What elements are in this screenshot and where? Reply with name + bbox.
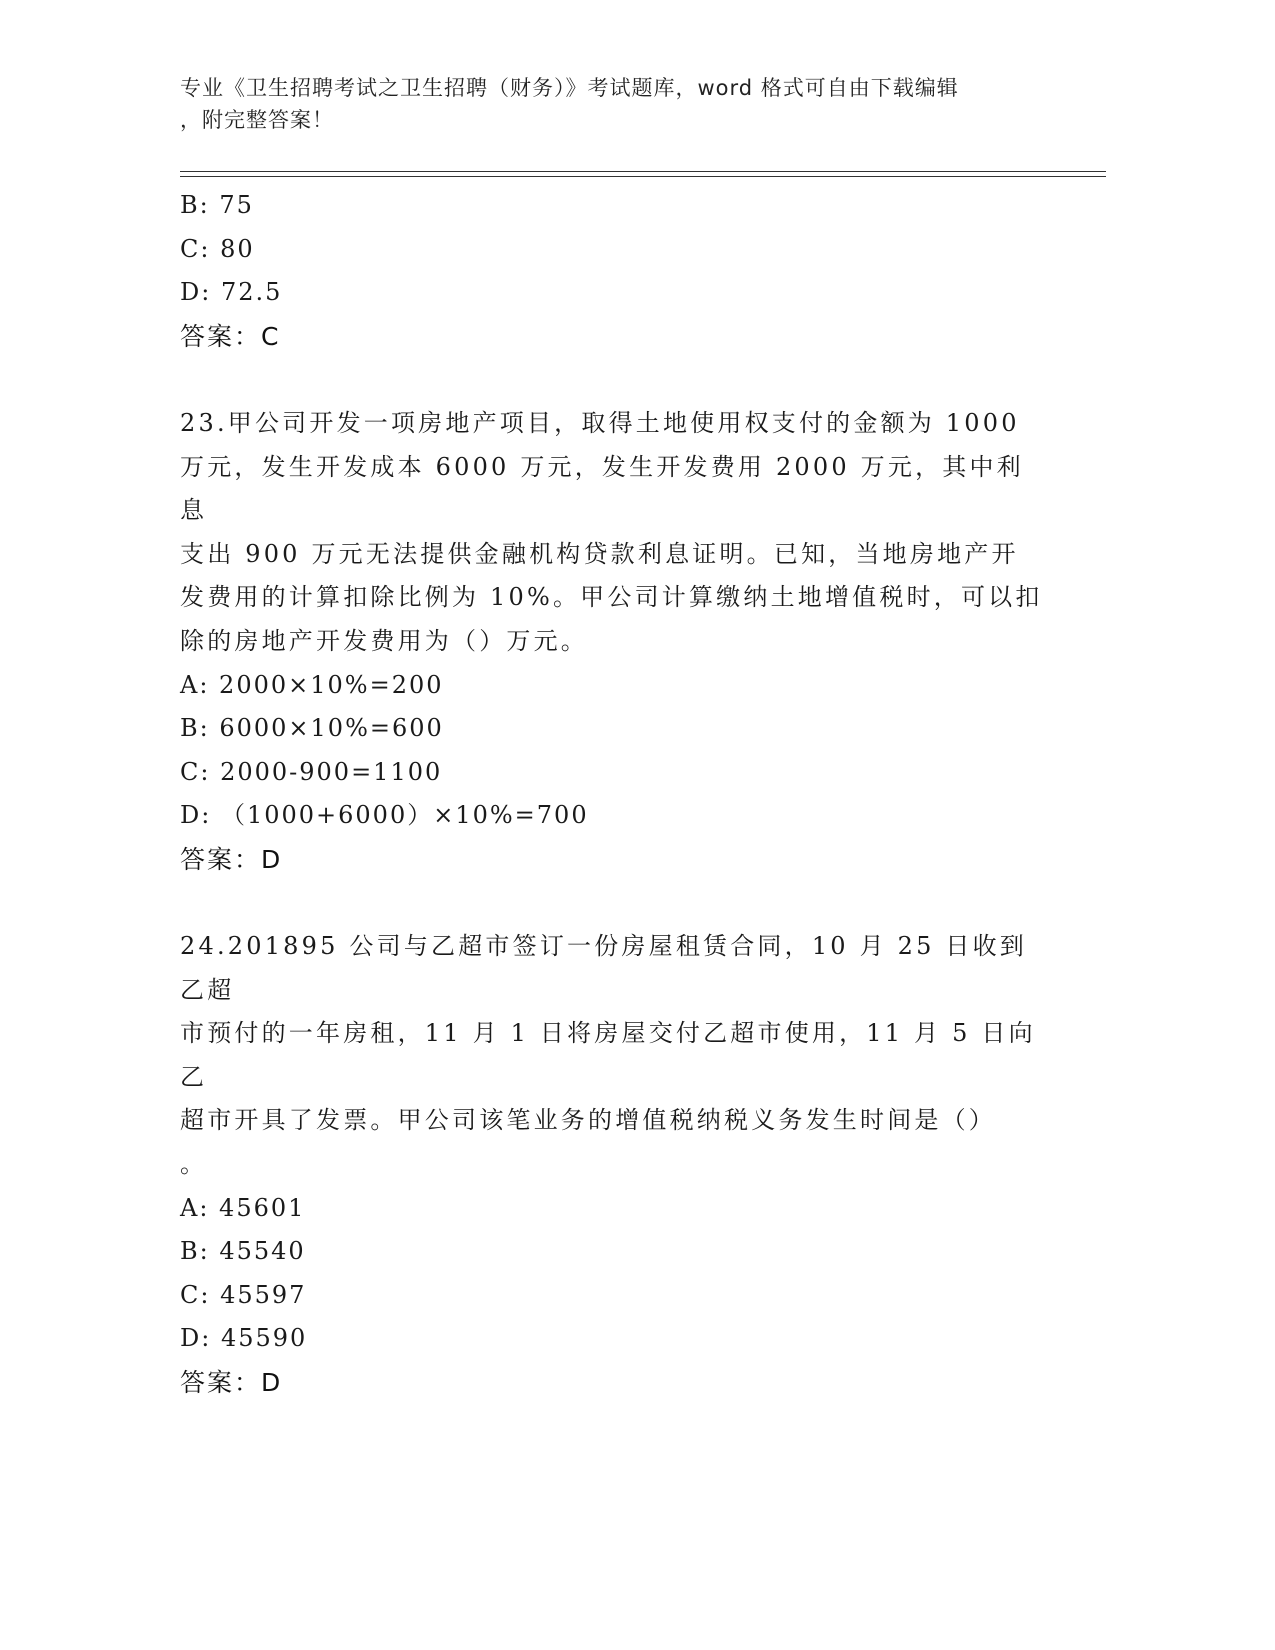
question-stem-line: 万元，发生开发成本 6000 万元，发生开发费用 2000 万元，其中利息	[180, 452, 1024, 525]
question-23-block	[180, 402, 1050, 882]
question-stem-line: 发费用的计算扣除比例为 10%。甲公司计算缴纳土地增值税时，可以扣	[180, 583, 1043, 612]
option-b: B: 75	[180, 191, 254, 219]
answer-label: 答案：D	[180, 1368, 283, 1398]
option-a: A: 45601	[180, 1193, 306, 1222]
answer-label: 答案：D	[180, 844, 283, 874]
option-c: C: 45597	[180, 1280, 307, 1309]
answer-label: 答案：C	[180, 321, 281, 351]
question-stem-line: 除的房地产开发费用为（）万元。	[180, 626, 588, 655]
option-d: D: 45590	[180, 1324, 308, 1353]
document-header	[180, 72, 1040, 136]
question-stem-line: 。	[180, 1150, 208, 1179]
question-content	[180, 184, 1050, 1405]
option-c: C: 2000-900=1100	[180, 757, 443, 786]
option-b: B: 45540	[180, 1237, 306, 1266]
question-stem-line: 23.甲公司开发一项房地产项目，取得土地使用权支付的金额为 1000	[180, 408, 1020, 437]
question-stem-line: 24.201895 公司与乙超市签订一份房屋租赁合同，10 月 25 日收到乙超	[180, 932, 1027, 1004]
header-divider-top	[180, 171, 1106, 172]
spacer	[180, 882, 1050, 926]
option-b: B: 6000×10%=600	[180, 714, 444, 743]
header-divider-bottom	[180, 176, 1106, 177]
header-title-line-1: 专业《卫生招聘考试之卫生招聘（财务）》考试题库，word 格式可自由下载编辑	[180, 76, 959, 100]
option-a: A: 2000×10%=200	[180, 670, 444, 699]
question-24-block	[180, 925, 1050, 1405]
question-stem-line: 支出 900 万元无法提供金融机构贷款利息证明。已知，当地房地产开	[180, 539, 1019, 568]
spacer	[180, 358, 1050, 402]
header-title-line-2: ，附完整答案！	[180, 108, 334, 132]
option-d: D: 72.5	[180, 278, 283, 307]
question-22-block	[180, 184, 1050, 358]
question-stem-line: 超市开具了发票。甲公司该笔业务的增值税纳税义务发生时间是（）	[180, 1106, 996, 1135]
option-c: C: 80	[180, 234, 255, 263]
option-d: D: （1000+6000）×10%=700	[180, 801, 589, 830]
question-stem-line: 市预付的一年房租，11 月 1 日将房屋交付乙超市使用，11 月 5 日向乙	[180, 1019, 1036, 1091]
